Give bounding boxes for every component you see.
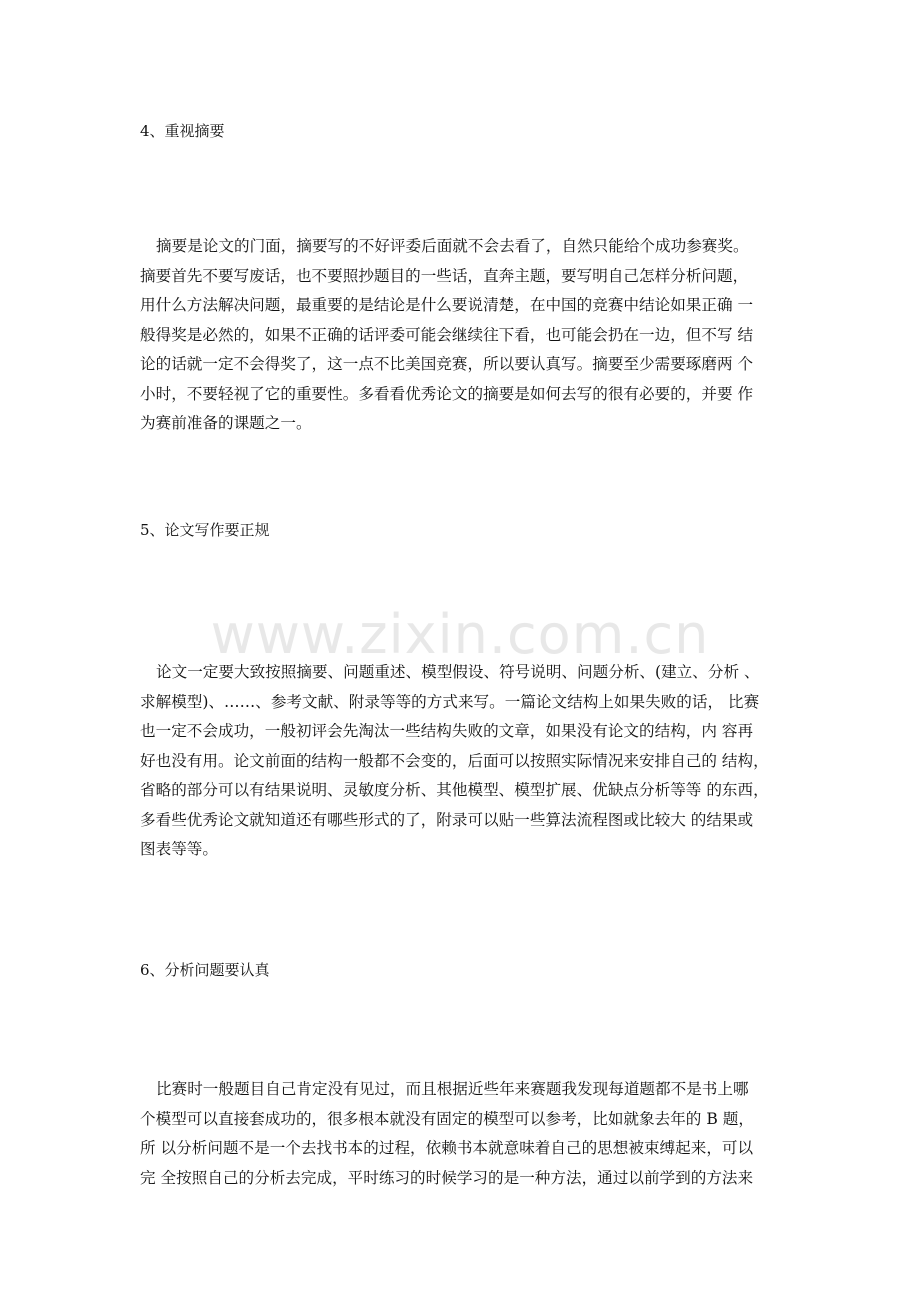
section-heading-4: 4、重视摘要 bbox=[140, 122, 225, 140]
paragraph-line: 多看些优秀论文就知道还有哪些形式的了，附录可以贴一些算法流程图或比较大 的结果或 bbox=[140, 810, 754, 829]
paragraph-line: 摘要是论文的门面，摘要写的不好评委后面就不会去看了，自然只能给个成功参赛奖。 bbox=[156, 237, 749, 255]
paragraph-line: 省略的部分可以有结果说明、灵敏度分析、其他模型、模型扩展、优缺点分析等等 的东西， bbox=[140, 781, 769, 799]
paragraph-line: 所 以分析问题不是一个去找书本的过程，依赖书本就意味着自己的思想被束缚起来，可以 bbox=[140, 1139, 754, 1157]
section-heading-5: 5、论文写作要正规 bbox=[140, 521, 270, 539]
section-heading-6: 6、分析问题要认真 bbox=[140, 961, 270, 979]
section-paragraph-5 bbox=[140, 658, 790, 865]
paragraph-line: 论文一定要大致按照摘要、问题重述、模型假设、符号说明、问题分析、(建立、分析 、 bbox=[156, 663, 760, 681]
paragraph-line: 完 全按照自己的分析去完成，平时练习的时候学习的是一种方法，通过以前学到的方法来 bbox=[140, 1168, 754, 1187]
paragraph-line: 好也没有用。论文前面的结构一般都不会变的，后面可以按照实际情况来安排自己的 结构， bbox=[140, 751, 769, 770]
section-paragraph-4 bbox=[140, 232, 790, 439]
paragraph-line: 论的话就一定不会得奖了，这一点不比美国竞赛，所以要认真写。摘要至少需要琢磨两 个 bbox=[140, 355, 754, 373]
watermark: www.zixin.com.cn bbox=[210, 603, 710, 666]
paragraph-line: 小时，不要轻视了它的重要性。多看看优秀论文的摘要是如何去写的很有必要的，并要 作 bbox=[140, 384, 754, 403]
paragraph-line: 求解模型)、……、参考文献、附录等等的方式来写。一篇论文结构上如果失败的话， 比赛 bbox=[140, 692, 760, 711]
paragraph-line: 用什么方法解决问题，最重要的是结论是什么要说清楚，在中国的竞赛中结论如果正确 一 bbox=[140, 296, 754, 314]
paragraph-line: 为赛前准备的课题之一。 bbox=[140, 414, 312, 432]
paragraph-line: 也一定不会成功，一般初评会先淘汰一些结构失败的文章，如果没有论文的结构，内 容再 bbox=[140, 722, 754, 740]
paragraph-line: 摘要首先不要写废话，也不要照抄题目的一些话，直奔主题，要写明自己怎样分析问题， bbox=[140, 266, 749, 285]
section-paragraph-6 bbox=[140, 1075, 790, 1193]
paragraph-line: 个模型可以直接套成功的，很多根本就没有固定的模型可以参考，比如就象去年的 B 题， bbox=[140, 1109, 754, 1128]
paragraph-line: 比赛时一般题目自己肯定没有见过，而且根据近些年来赛题我发现每道题都不是书上哪 bbox=[156, 1080, 749, 1098]
paragraph-line: 般得奖是必然的，如果不正确的话评委可能会继续往下看，也可能会扔在一边，但不写 结 bbox=[140, 325, 754, 344]
paragraph-line: 图表等等。 bbox=[140, 840, 218, 858]
